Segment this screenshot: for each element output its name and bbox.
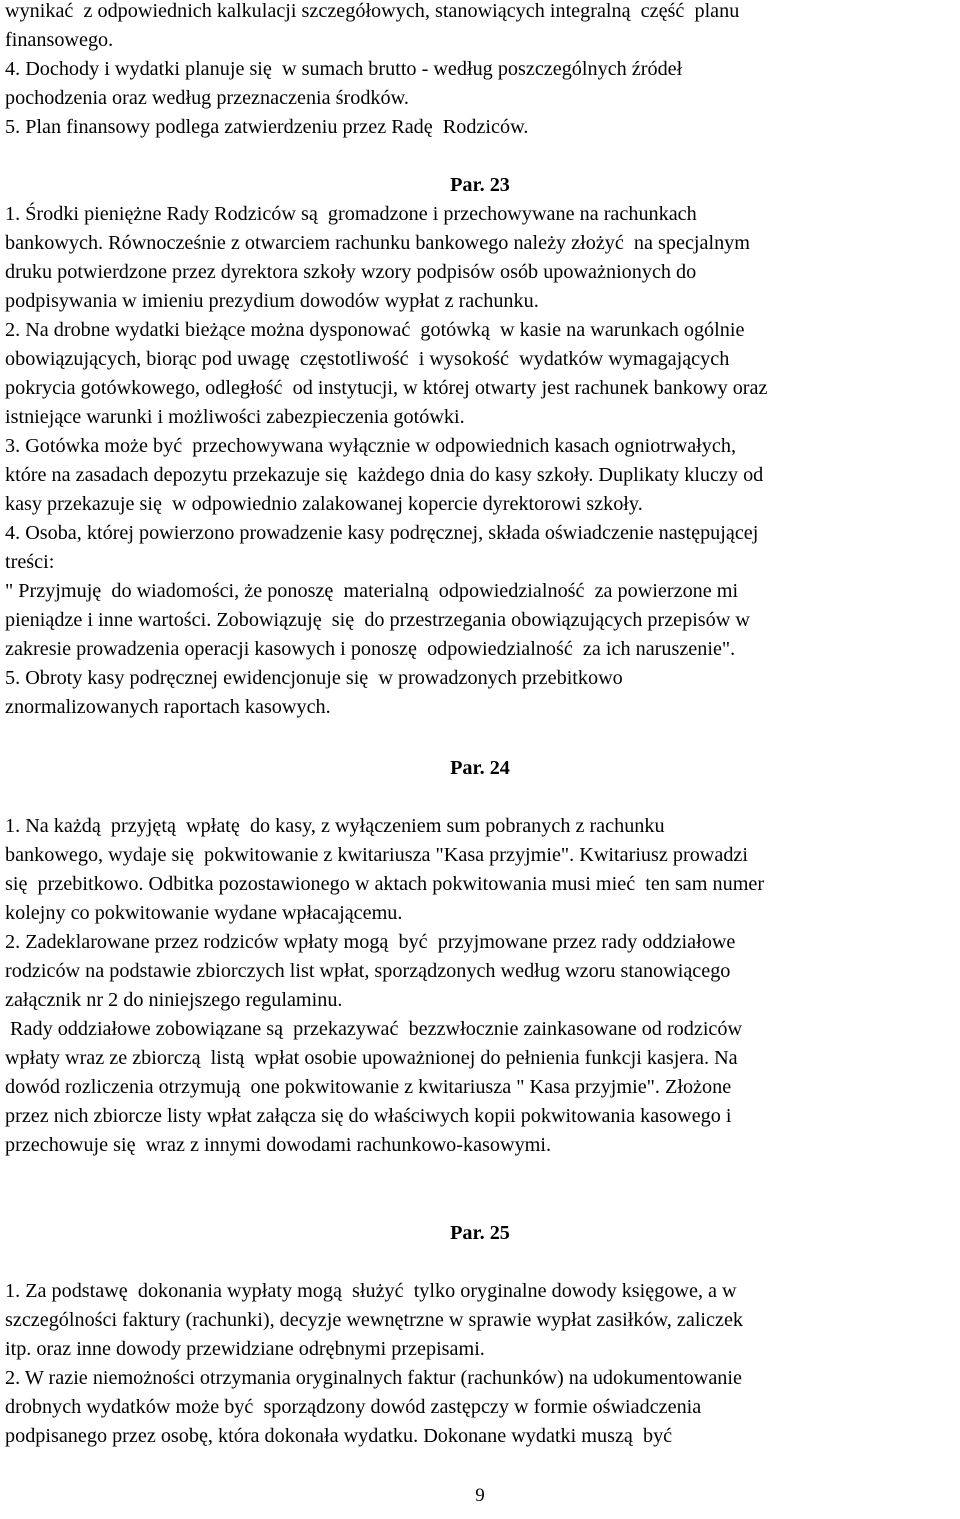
text-line: które na zasadach depozytu przekazuje się każdego dnia do kasy szkoły. Duplikaty kluczy od: [5, 464, 764, 486]
text-line: 5. Plan finansowy podlega zatwierdzeniu przez Radę Rodziców.: [5, 116, 529, 138]
page-number: 9: [475, 1485, 485, 1506]
text-line: 1. Na każdą przyjętą wpłatę do kasy, z wyłączeniem sum pobranych z rachunku: [5, 815, 665, 837]
text-line: załącznik nr 2 do niniejszego regulaminu.: [5, 989, 343, 1011]
text-line: rodziców na podstawie zbiorczych list wpłat, sporządzonych według wzoru stanowiącego: [5, 960, 731, 982]
text-line: 3. Gotówka może być przechowywana wyłącznie w odpowiednich kasach ogniotrwałych,: [5, 435, 736, 457]
text-line: wynikać z odpowiednich kalkulacji szczegółowych, stanowiących integralną część planu: [5, 0, 740, 22]
text-line: przez nich zbiorcze listy wpłat załącza się do właściwych kopii pokwitowania kasowego i: [5, 1105, 732, 1127]
text-line: bankowych. Równocześnie z otwarciem rachunku bankowego należy złożyć na specjalnym: [5, 232, 750, 254]
text-line: dowód rozliczenia otrzymują one pokwitowanie z kwitariusza " Kasa przyjmie". Złożone: [5, 1076, 732, 1098]
text-line: pieniądze i inne wartości. Zobowiązuję się do przestrzegania obowiązujących przepisów w: [5, 609, 750, 631]
text-line: podpisanego przez osobę, która dokonała wydatku. Dokonane wydatki muszą być: [5, 1425, 673, 1447]
section-heading-par-23: Par. 23: [450, 174, 510, 196]
text-line: 2. Na drobne wydatki bieżące można dysponować gotówką w kasie na warunkach ogólnie: [5, 319, 745, 341]
text-line: finansowego.: [5, 29, 114, 51]
text-line: druku potwierdzone przez dyrektora szkoły wzory podpisów osób upoważnionych do: [5, 261, 697, 283]
text-line: pokrycia gotówkowego, odległość od instytucji, w której otwarty jest rachunek bankowy oraz: [5, 377, 768, 399]
text-line: znormalizowanych raportach kasowych.: [5, 696, 331, 718]
text-line: drobnych wydatków może być sporządzony dowód zastępczy w formie oświadczenia: [5, 1396, 702, 1418]
text-line: pochodzenia oraz według przeznaczenia środków.: [5, 87, 409, 109]
text-line: 2. Zadeklarowane przez rodziców wpłaty mogą być przyjmowane przez rady oddziałowe: [5, 931, 736, 953]
text-line: obowiązujących, biorąc pod uwagę częstotliwość i wysokość wydatków wymagających: [5, 348, 730, 370]
section-heading-par-24: Par. 24: [450, 757, 510, 779]
text-line: przechowuje się wraz z innymi dowodami rachunkowo-kasowymi.: [5, 1134, 552, 1156]
text-line: szczególności faktury (rachunki), decyzje wewnętrzne w sprawie wypłat zasiłków, zaliczek: [5, 1309, 744, 1331]
text-line: 4. Dochody i wydatki planuje się w sumach brutto - według poszczególnych źródeł: [5, 58, 683, 80]
text-line: istniejące warunki i możliwości zabezpieczenia gotówki.: [5, 406, 465, 428]
text-line: 1. Środki pieniężne Rady Rodziców są gromadzone i przechowywane na rachunkach: [5, 203, 697, 225]
text-line: itp. oraz inne dowody przewidziane odrębnymi przepisami.: [5, 1338, 485, 1360]
text-line: 2. W razie niemożności otrzymania oryginalnych faktur (rachunków) na udokumentowanie: [5, 1367, 742, 1389]
text-line: treści:: [5, 551, 55, 573]
text-line: bankowego, wydaje się pokwitowanie z kwitariusza "Kasa przyjmie". Kwitariusz prowadzi: [5, 844, 749, 866]
text-line: 4. Osoba, której powierzono prowadzenie kasy podręcznej, składa oświadczenie następującej: [5, 522, 759, 544]
text-line: wpłaty wraz ze zbiorczą listą wpłat osobie upoważnionej do pełnienia funkcji kasjera. Na: [5, 1047, 738, 1069]
text-line: podpisywania w imieniu prezydium dowodów wypłat z rachunku.: [5, 290, 539, 312]
text-line: 1. Za podstawę dokonania wypłaty mogą służyć tylko oryginalne dowody księgowe, a w: [5, 1280, 737, 1302]
text-line: " Przyjmuję do wiadomości, że ponoszę materialną odpowiedzialność za powierzone mi: [5, 580, 739, 602]
section-heading-par-25: Par. 25: [450, 1222, 510, 1244]
text-line: kolejny co pokwitowanie wydane wpłacającemu.: [5, 902, 403, 924]
text-line: Rady oddziałowe zobowiązane są przekazywać bezzwłocznie zainkasowane od rodziców: [5, 1018, 743, 1040]
text-line: zakresie prowadzenia operacji kasowych i ponoszę odpowiedzialność za ich naruszenie".: [5, 638, 736, 660]
text-line: 5. Obroty kasy podręcznej ewidencjonuje się w prowadzonych przebitkowo: [5, 667, 623, 689]
text-line: się przebitkowo. Odbitka pozostawionego w aktach pokwitowania musi mieć ten sam numer: [5, 873, 765, 895]
text-line: kasy przekazuje się w odpowiednio zalakowanej kopercie dyrektorowi szkoły.: [5, 493, 643, 515]
